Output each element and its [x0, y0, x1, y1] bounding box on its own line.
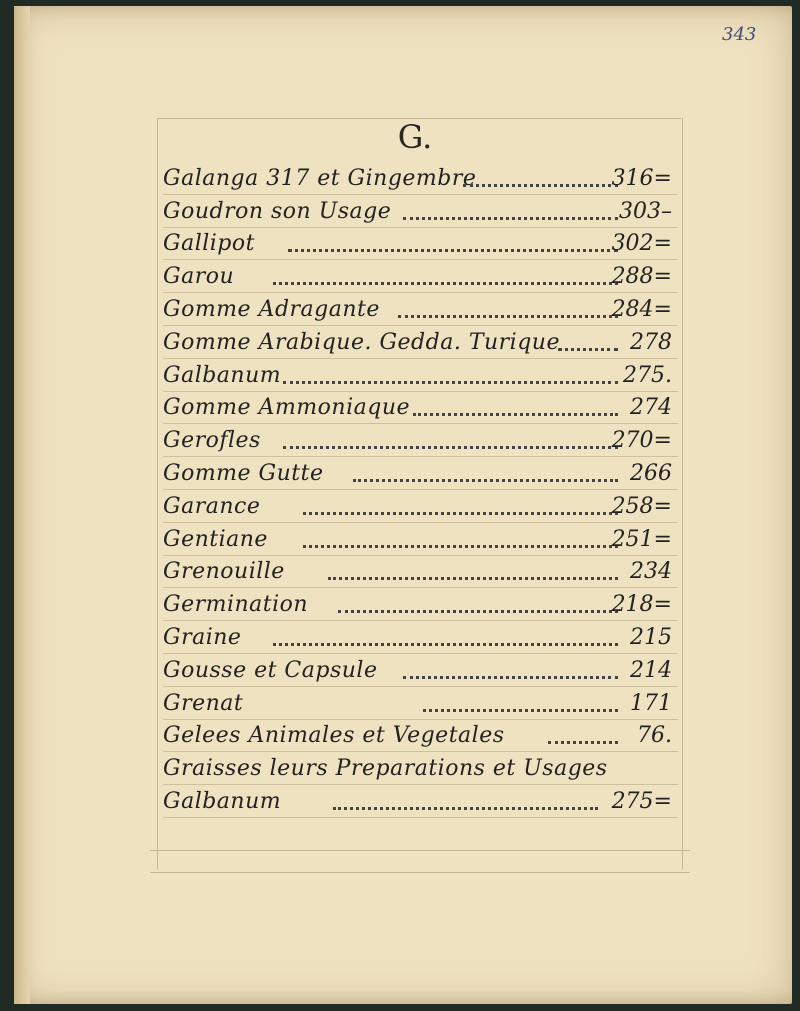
entry-label: Germination: [163, 592, 309, 618]
entry-label: Gomme Gutte: [163, 460, 324, 486]
entry-page-ref: 266: [630, 460, 672, 486]
entry-page-ref: 275.: [623, 362, 672, 388]
entry-label: Graine: [163, 624, 242, 650]
bottom-rule-line-2: [150, 872, 690, 873]
entry-label: Garance: [163, 493, 261, 519]
entry-label: Galbanum: [163, 362, 282, 388]
entry-label: Gallipot: [163, 231, 255, 257]
entry-label: Garou: [163, 264, 235, 290]
dot-leader: [303, 545, 618, 548]
entry-page-ref: 258=: [611, 493, 672, 519]
entry-page-ref: 218=: [611, 592, 672, 618]
entry-label: Gomme Ammoniaque: [163, 395, 411, 421]
dot-leader: [403, 217, 618, 220]
index-entry: [163, 195, 678, 228]
index-entry: [163, 654, 678, 687]
entry-label: Gomme Adragante: [163, 296, 380, 322]
dot-leader: [558, 348, 618, 351]
index-entry: [163, 687, 678, 720]
dot-leader: [338, 610, 618, 613]
page-number: 343: [722, 24, 757, 45]
entry-page-ref: 274: [630, 395, 672, 421]
section-letter-heading: G.: [397, 118, 433, 156]
index-entry: [163, 752, 678, 785]
dot-leader: [288, 249, 618, 252]
entry-page-ref: 302=: [611, 231, 672, 257]
dot-leader: [303, 512, 618, 515]
index-entry: [163, 228, 678, 261]
entry-label: Grenouille: [163, 559, 285, 585]
entry-page-ref: 284=: [611, 296, 672, 322]
index-entry: [163, 720, 678, 753]
dot-leader: [328, 577, 618, 580]
entry-page-ref: 251=: [611, 526, 672, 552]
dot-leader: [463, 184, 618, 187]
entry-label: Gelees Animales et Vegetales: [163, 723, 505, 749]
entry-label: Graisses leurs Preparations et Usages: [163, 756, 608, 782]
index-entry: [163, 424, 678, 457]
index-entry: [163, 785, 678, 818]
entry-label: Gomme Arabique. Gedda. Turique: [163, 329, 560, 355]
entry-label: Galanga 317 et Gingembre: [163, 165, 477, 191]
entry-page-ref: 234: [630, 559, 672, 585]
entry-label: Grenat: [163, 690, 244, 716]
dot-leader: [398, 315, 618, 318]
entry-page-ref: 76.: [637, 723, 672, 749]
index-entry: [163, 162, 678, 195]
index-entry: [163, 260, 678, 293]
entry-page-ref: 316=: [611, 165, 672, 191]
dot-leader: [283, 446, 618, 449]
entry-page-ref: 288=: [611, 264, 672, 290]
page-binding-edge: [14, 6, 30, 1004]
dot-leader: [423, 709, 618, 712]
entry-label: Gerofles: [163, 428, 261, 454]
index-entry: [163, 621, 678, 654]
dot-leader: [353, 479, 618, 482]
dot-leader: [413, 413, 618, 416]
dot-leader: [403, 676, 618, 679]
index-entry: [163, 326, 678, 359]
index-entry-list: [163, 162, 678, 818]
entry-label: Galbanum: [163, 788, 282, 814]
index-entry: [163, 490, 678, 523]
entry-page-ref: 275=: [611, 788, 672, 814]
entry-page-ref: 171: [630, 690, 672, 716]
entry-page-ref: 270=: [611, 428, 672, 454]
entry-page-ref: 303–: [619, 198, 672, 224]
dot-leader: [333, 807, 598, 810]
dot-leader: [283, 381, 618, 384]
index-entry: [163, 457, 678, 490]
index-entry: [163, 359, 678, 392]
entry-label: Gentiane: [163, 526, 268, 552]
entry-label: Gousse et Capsule: [163, 657, 378, 683]
entry-page-ref: 215: [630, 624, 672, 650]
entry-page-ref: 278: [630, 329, 672, 355]
index-entry: [163, 392, 678, 425]
dot-leader: [548, 741, 618, 744]
entry-page-ref: 214: [630, 657, 672, 683]
index-entry: [163, 556, 678, 589]
dot-leader: [273, 282, 618, 285]
index-entry: [163, 293, 678, 326]
entry-label: Goudron son Usage: [163, 198, 392, 224]
bottom-rule-line: [150, 850, 690, 851]
index-entry: [163, 588, 678, 621]
dot-leader: [273, 643, 618, 646]
index-entry: [163, 523, 678, 556]
